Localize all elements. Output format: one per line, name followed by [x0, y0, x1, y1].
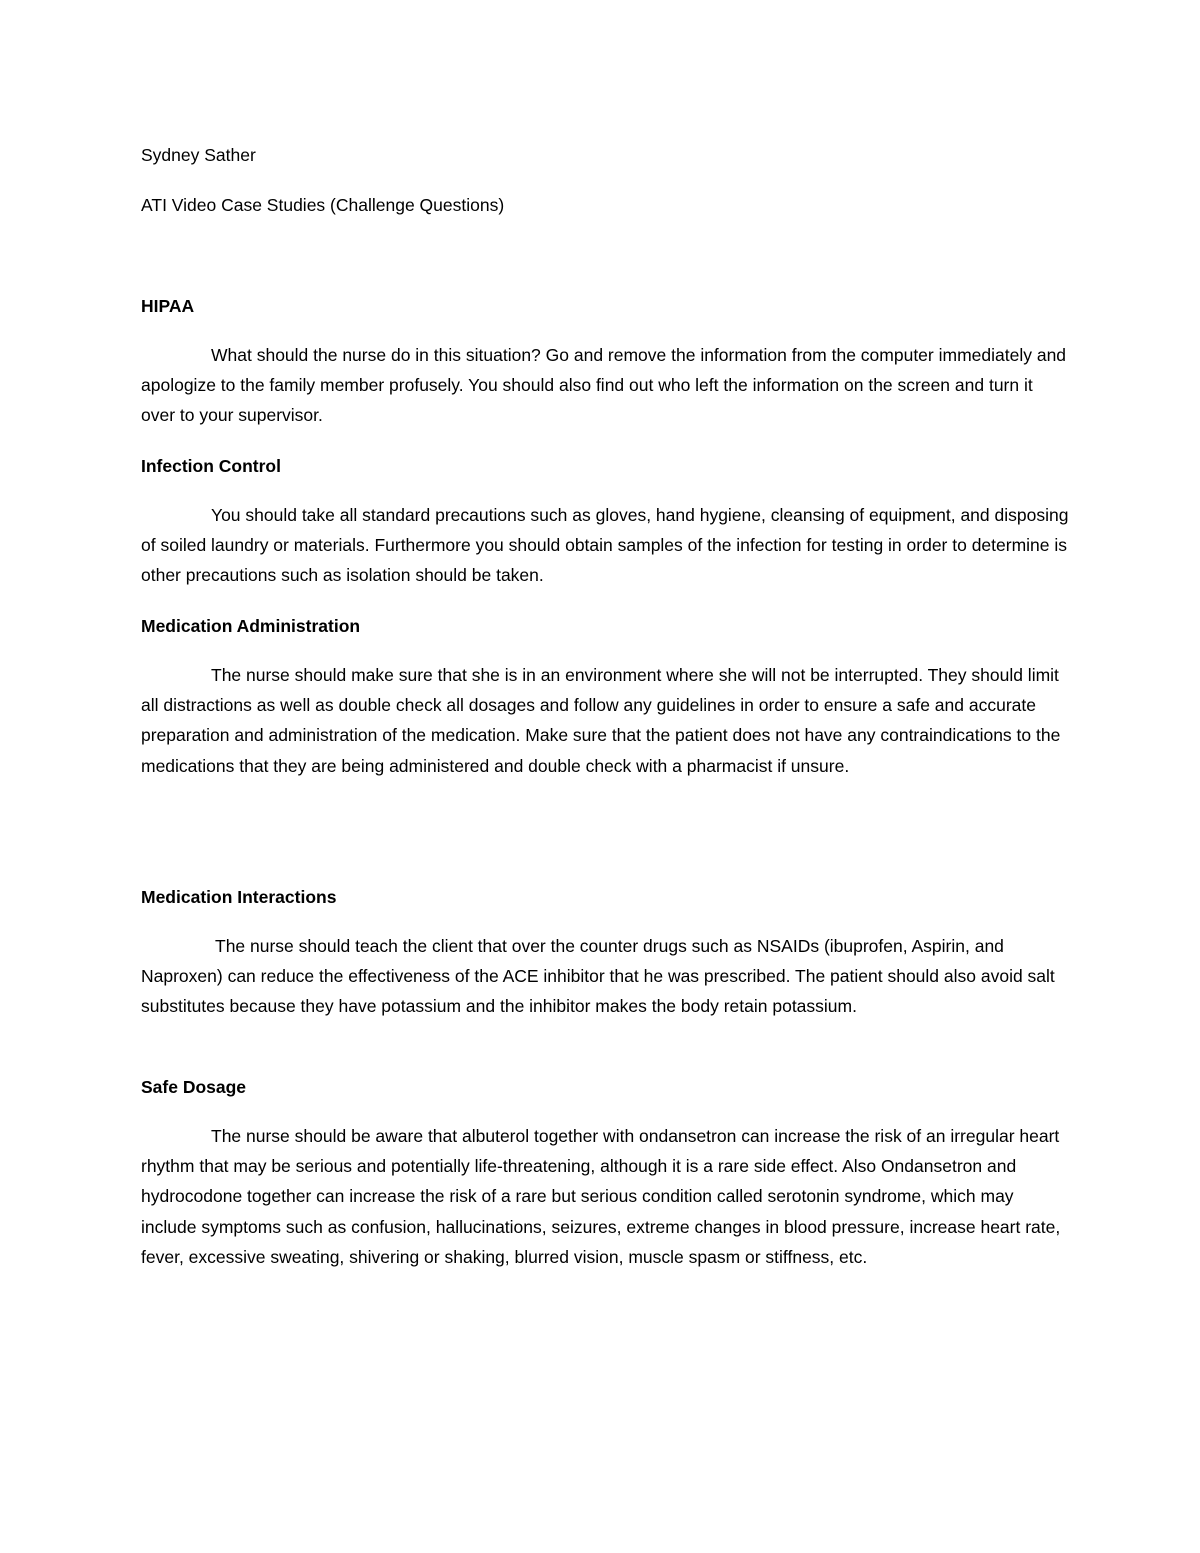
section-body-hipaa: What should the nurse do in this situation? Go and remove the information from the computer immediately and apologize to the family member profusely. You should also find out who left the information on the screen and turn it over to your supervisor.	[141, 345, 1067, 426]
section-heading-safe-dosage: Safe Dosage	[141, 1077, 247, 1097]
author-name: Sydney Sather	[141, 145, 256, 165]
section-body-medication-administration: The nurse should make sure that she is in an environment where she will not be interrupted. They should limit all distractions as well as double check all dosages and follow any guidelines in order to ensure a safe and accurate preparation and administration of the medication. Make sure that the patient does not have any contraindications to the medications that they are being administered and double check with a pharmacist if unsure.	[141, 665, 1061, 776]
section-body-safe-dosage: The nurse should be aware that albuterol together with ondansetron can increase the risk of an irregular heart rhythm that may be serious and potentially life-threatening, although it is a rare side effect. Also Ondansetron and hydrocodone together can increase the risk of a rare but serious condition called serotonin syndrome, which may include symptoms such as confusion, hallucinations, seizures, extreme changes in blood pressure, increase heart rate, fever, excessive sweating, shivering or shaking, blurred vision, muscle spasm or stiffness, etc.	[141, 1126, 1061, 1267]
section-body-medication-interactions: The nurse should teach the client that over the counter drugs such as NSAIDs (ibuprofen, Aspirin, and Naproxen) can reduce the effectiveness of the ACE inhibitor that he was prescribed. The patient should also avoid salt substitutes because they have potassium and the inhibitor makes the body retain potassium.	[141, 936, 1055, 1017]
document-title: ATI Video Case Studies (Challenge Questions)	[141, 195, 505, 215]
section-heading-medication-administration: Medication Administration	[141, 616, 361, 636]
section-heading-hipaa: HIPAA	[141, 296, 195, 316]
section-heading-infection-control: Infection Control	[141, 456, 281, 476]
section-heading-medication-interactions: Medication Interactions	[141, 887, 337, 907]
section-body-infection-control: You should take all standard precautions such as gloves, hand hygiene, cleansing of equipment, and disposing of soiled laundry or materials. Furthermore you should obtain samples of the infection for testing in order to determine is other precautions such as isolation should be taken.	[141, 505, 1069, 586]
